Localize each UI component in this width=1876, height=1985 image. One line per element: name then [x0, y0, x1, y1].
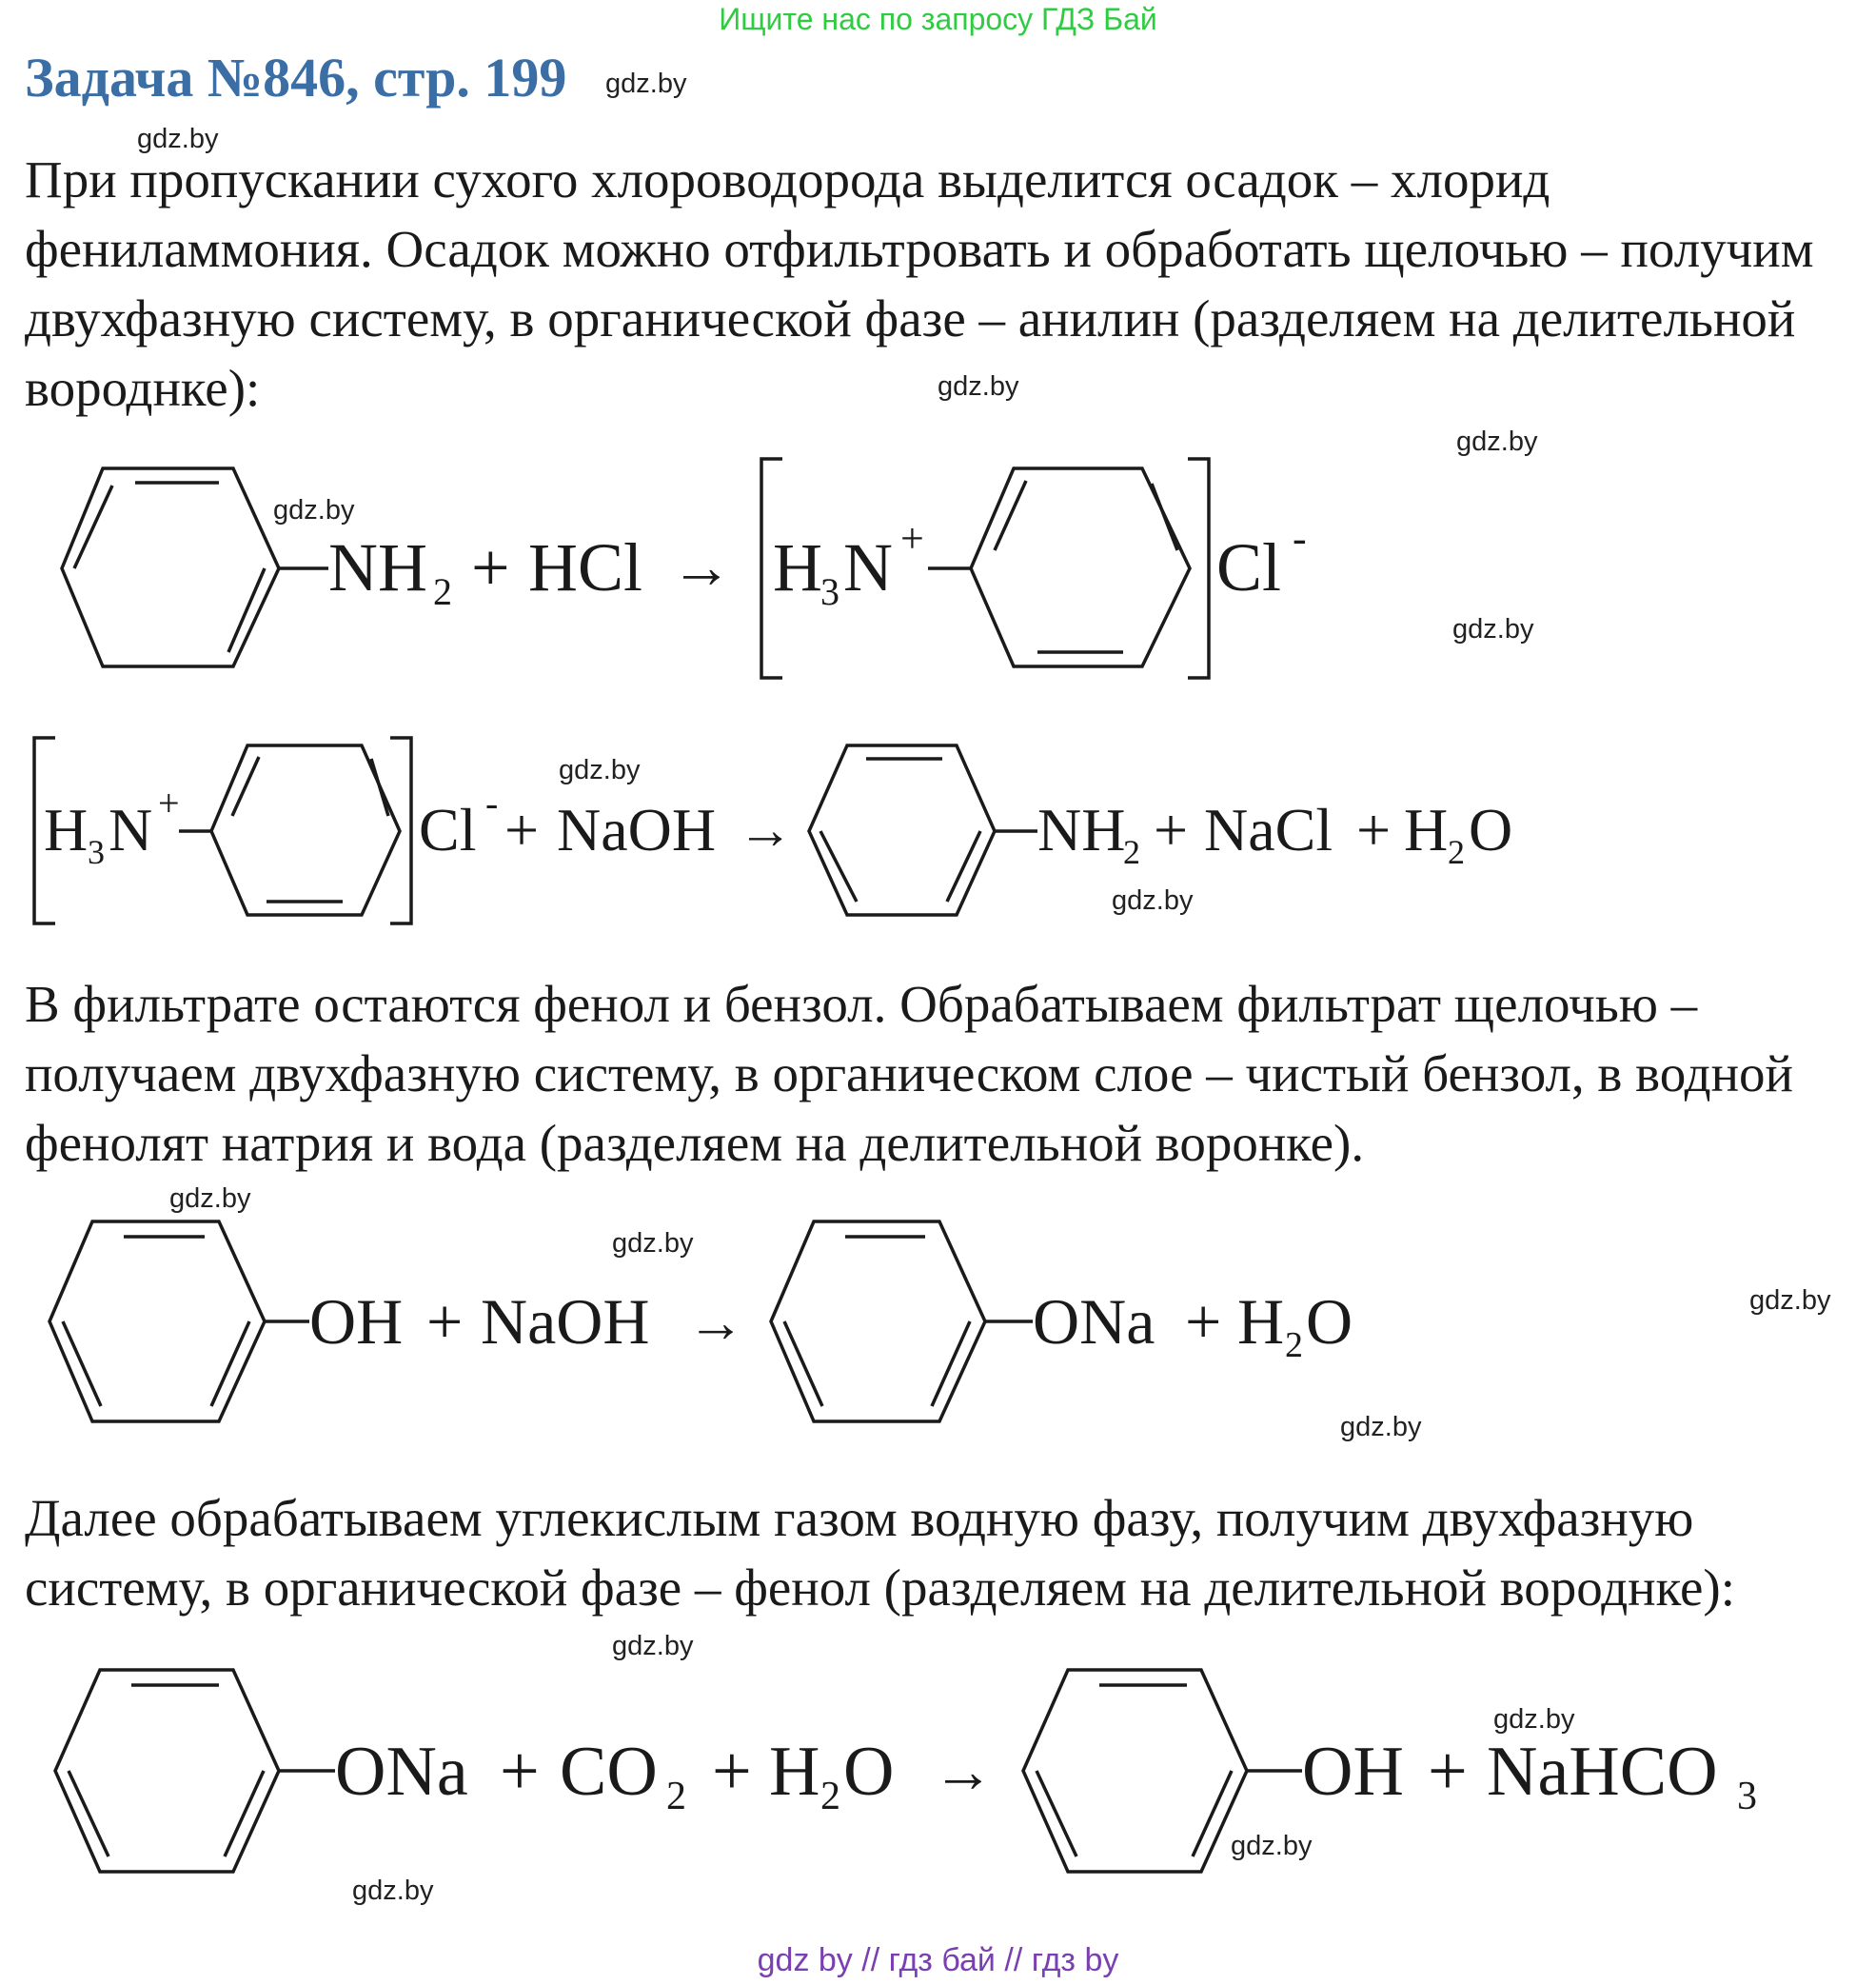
- water-subscript: 2: [1285, 1325, 1303, 1365]
- reagent: HCl: [528, 529, 643, 605]
- water-o: O: [1306, 1285, 1353, 1358]
- reactant-group: NH: [328, 529, 427, 605]
- water-h: H: [769, 1733, 820, 1811]
- equation-2: [0, 728, 1542, 938]
- watermark: gdz.by: [169, 1183, 251, 1214]
- watermark: gdz.by: [137, 124, 219, 154]
- reactant-h: H: [44, 796, 89, 863]
- reactant-subscript: 2: [433, 570, 452, 613]
- water-subscript: 2: [820, 1775, 840, 1818]
- watermark: gdz.by: [1231, 1831, 1313, 1861]
- watermark: gdz.by: [352, 1876, 434, 1906]
- watermark: gdz.by: [1456, 427, 1538, 457]
- page-title: Задача №846, стр. 199: [25, 47, 567, 109]
- counter-ion: Cl: [1216, 529, 1282, 605]
- watermark: gdz.by: [612, 1228, 694, 1259]
- product-h-subscript: 3: [820, 570, 839, 613]
- plus-sign: +: [712, 1733, 752, 1811]
- watermark: gdz.by: [1112, 885, 1194, 916]
- reactant-h-subscript: 3: [88, 833, 105, 871]
- reagent: NaOH: [557, 796, 717, 863]
- product-group: ONa: [1033, 1285, 1155, 1358]
- reaction-arrow: →: [687, 1291, 744, 1354]
- plus-sign: +: [426, 1285, 464, 1358]
- watermark: gdz.by: [273, 495, 355, 526]
- benzene-ring-icon: [809, 745, 1037, 915]
- equation-3: [0, 1214, 1409, 1433]
- byproduct-nacl: NaCl: [1204, 796, 1333, 863]
- counter-charge: -: [485, 782, 499, 824]
- reactant-group: OH: [309, 1285, 404, 1358]
- reagent: NaOH: [481, 1285, 650, 1358]
- reaction-arrow: →: [738, 799, 793, 861]
- co2-subscript: 2: [666, 1775, 686, 1818]
- watermark: gdz.by: [1493, 1704, 1575, 1735]
- water-o: O: [1469, 796, 1513, 863]
- footer-links[interactable]: gdz by // гдз бай // гдз by: [757, 1942, 1119, 1978]
- reactant-group: ONa: [335, 1733, 468, 1811]
- watermark: gdz.by: [1340, 1412, 1422, 1442]
- product-group: OH: [1302, 1733, 1404, 1811]
- product-group: NH: [1037, 796, 1126, 863]
- benzene-ring-icon: [928, 468, 1190, 666]
- reactant-charge: +: [158, 782, 180, 824]
- paragraph-2: В фильтрате остаются фенол и бензол. Обрабатываем фильтрат щелочью – получаем двухфазную систему, в органическом слое – чистый бензол, в водной фенолят натрия и вода (разделяем на делительной воронке).: [25, 975, 1793, 1172]
- co2-c: CO: [560, 1733, 658, 1811]
- watermark: gdz.by: [612, 1631, 694, 1661]
- plus-sign: +: [1185, 1285, 1222, 1358]
- top-banner: Ищите нас по запросу ГДЗ Бай: [719, 2, 1157, 36]
- reaction-arrow: →: [933, 1737, 994, 1805]
- equation-1: [0, 447, 1380, 685]
- equation-4: [0, 1657, 1808, 1885]
- water-subscript: 2: [1448, 833, 1465, 871]
- reactant-n: N: [109, 796, 153, 863]
- benzene-ring-icon: [62, 468, 328, 666]
- watermark: gdz.by: [605, 69, 687, 99]
- benzene-ring-icon: [55, 1670, 335, 1872]
- counter-charge: -: [1293, 515, 1307, 562]
- plus-sign: +: [471, 529, 510, 605]
- product-n: N: [843, 529, 893, 605]
- plus-sign: +: [504, 796, 540, 863]
- paragraph-1: При пропускании сухого хлороводорода выделится осадок – хлорид фениламмония. Осадок можно отфильтровать и обработать щелочью – получим двухфазную систему, в органической фазе – анилин (разделяем на делительной вороднке):: [25, 150, 1814, 417]
- benzene-ring-icon: [1023, 1670, 1302, 1872]
- plus-sign: +: [1356, 796, 1392, 863]
- byproduct-nahco: NaHCO: [1487, 1733, 1718, 1811]
- paragraph-3: Далее обрабатываем углекислым газом водную фазу, получим двухфазную систему, в органической фазе – фенол (разделяем на делительной вороднке):: [25, 1489, 1735, 1617]
- water-o: O: [843, 1733, 895, 1811]
- plus-sign: +: [1154, 796, 1189, 863]
- watermark: gdz.by: [1452, 614, 1534, 645]
- watermark: gdz.by: [559, 755, 641, 785]
- benzene-ring-icon: [771, 1221, 1033, 1421]
- product-subscript: 2: [1123, 833, 1140, 871]
- water-h: H: [1404, 796, 1449, 863]
- plus-sign: +: [500, 1733, 540, 1811]
- watermark: gdz.by: [1749, 1285, 1831, 1316]
- reaction-arrow: →: [671, 533, 732, 601]
- benzene-ring-icon: [179, 745, 400, 915]
- benzene-ring-icon: [49, 1221, 309, 1421]
- counter-ion: Cl: [419, 796, 477, 863]
- product-charge: +: [900, 515, 924, 562]
- plus-sign: +: [1428, 1733, 1468, 1811]
- water-h: H: [1237, 1285, 1285, 1358]
- product-h: H: [773, 529, 822, 605]
- watermark: gdz.by: [938, 371, 1019, 402]
- byproduct-subscript: 3: [1737, 1775, 1757, 1818]
